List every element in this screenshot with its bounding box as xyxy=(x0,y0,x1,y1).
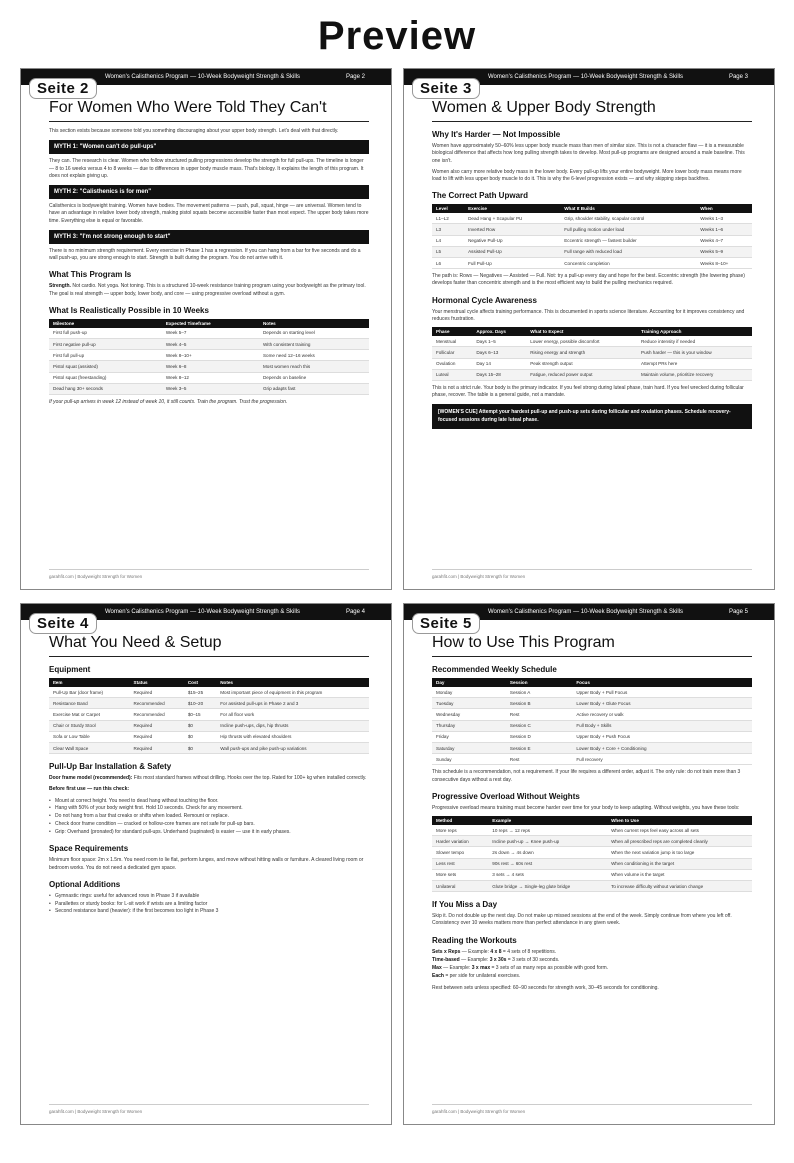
section-text: Progressive overload means training must become harder over time for your body to keep adapting. Without weights, you have these tools: xyxy=(432,804,740,811)
table-row: Sunday Rest Full recovery xyxy=(432,754,752,765)
overload-table: Method Example When to Use More reps 10 reps → 12 reps When current reps feel easy across all sets Harder variation Incline push-up → Knee push-up When all prescribed reps are completed cleanly Slower tempo 2s down → 4s down When the next variation jump is too large Less rest 90s rest → 60s rest When conditioning is the target More sets 3 sets → 4 sets When volume is the target Unilateral Glute bridge → Single-leg glute bridge To increase difficulty without variation change xyxy=(432,816,752,892)
section-heading: Recommended Weekly Schedule xyxy=(432,665,557,674)
table-row: Unilateral Glute bridge → Single-leg glute bridge To increase difficulty without variation change xyxy=(432,881,752,892)
table-row: Friday Session D Upper Body + Push Focus xyxy=(432,731,752,742)
list-item: • Hang with 50% of your body weight first. Hold 10 seconds. Check for any movement. xyxy=(49,805,369,813)
table-row: Thursday Session C Full Body + Skills xyxy=(432,720,752,731)
table-row: Saturday Session E Lower Body + Core + Conditioning xyxy=(432,742,752,753)
reading-line: Each = per side for unilateral exercises. xyxy=(432,973,521,980)
checklist-label: Before first use — run this check: xyxy=(49,786,130,793)
reading-line: Max — Example: 3 x max = 3 sets of as many reps as possible with good form. xyxy=(432,965,609,972)
table-row: Tuesday Session B Lower Body + Glute Focus xyxy=(432,698,752,709)
table-row: Menstrual Days 1–5 Lower energy, possible discomfort Reduce intensity if needed xyxy=(432,336,752,347)
section-text: Women also carry more relative body mass in the lower body. Every pull-up lifts your entire bodyweight. More lower body mass means more load to lift with less upper body muscle to do it. This is why the 6-level progression exists — and why skipping steps backfires. xyxy=(432,168,742,182)
page-title: For Women Who Were Told They Can't xyxy=(49,93,369,122)
section-heading: Pull-Up Bar Installation & Safety xyxy=(49,762,172,772)
table-row: Sofa or Low Table Required $0 Hip thrusts with elevated shoulders xyxy=(49,731,369,742)
section-text: Skip it. Do not double up the next day. Do not make up missed sessions at the end of the week. Simply continue from where you left off. Consistency over 10 weeks matters more than perfect attendance in any given week. xyxy=(432,913,732,927)
safety-checklist xyxy=(49,798,369,837)
section-text: Rest between sets unless specified: 60–90 seconds for strength work, 30–45 seconds for conditioning. xyxy=(432,984,659,991)
section-heading: Space Requirements xyxy=(49,844,129,854)
womens-cue-callout: [WOMEN'S CUE] Attempt your hardest pull-up and push-up sets during follicular and ovulation phases. Schedule recovery-focused sessions during late luteal phase. xyxy=(432,404,752,429)
list-item: • Parallettes or sturdy books: for L-sit work if wrists are a limiting factor xyxy=(49,901,369,909)
section-text: Door frame model (recommended): Fits most standard frames without drilling. Hooks over the top. Rated for 100+ kg when installed correctly. xyxy=(49,775,367,782)
table-row: Slower tempo 2s down → 4s down When the next variation jump is too large xyxy=(432,847,752,858)
list-item: • Check door frame condition — cracked or hollow-core frames are not safe for pull-up bars. xyxy=(49,821,369,829)
closing-note: If your pull-up arrives in week 12 instead of week 10, it still counts. Train the program. Trust the progression. xyxy=(49,398,288,405)
list-item: • Grip: Overhand (pronated) for standard pull-ups. Underhand (supinated) is easier — use it in early phases. xyxy=(49,829,369,837)
page-footer: garahfit.com | Bodyweight Strength for Women xyxy=(432,569,752,579)
table-row: Harder variation Incline push-up → Knee push-up When all prescribed reps are completed cleanly xyxy=(432,836,752,847)
milestone-table: Milestone Expected Timeframe Notes First full push-up Week 5–7 Depends on starting level First negative pull-up Week 4–5 With consistent training First full pull-up Week 8–10+ Some need 12–16 weeks Pistol squat (assisted) Week 6–8 Most women reach this Pistol squat (freestanding) Week 8–12 Depends on baseline Dead hang 30+ seconds Week 3–5 Grip adapts fast xyxy=(49,319,369,395)
myth-text: There is no minimum strength requirement. Every exercise in Phase 1 has a regression. If you can hang from a bar for five seconds and do a wall push-up, you are strong enough to start. Strength is built during the program. You do not arrive with it. xyxy=(49,247,361,261)
document-page-3 xyxy=(403,68,775,590)
section-heading: Equipment xyxy=(49,665,91,674)
myth-banner: MYTH 1: "Women can't do pull-ups" xyxy=(49,140,369,154)
reading-line: Time-based — Example: 3 x 30s = 3 sets of 30 seconds. xyxy=(432,956,560,963)
section-heading: Optional Additions xyxy=(49,879,121,889)
table-row: Pistol squat (assisted) Week 6–8 Most women reach this xyxy=(49,361,369,372)
section-heading: If You Miss a Day xyxy=(432,900,498,910)
page-footer: garahfit.com | Bodyweight Strength for Women xyxy=(432,1104,752,1114)
page-footer: garahfit.com | Bodyweight Strength for Women xyxy=(49,569,369,579)
running-head: Women's Calisthenics Program — 10-Week Bodyweight Strength & Skills Page 2 xyxy=(21,69,391,85)
schedule-table: Day Session Focus Monday Session A Upper Body + Pull Focus Tuesday Session B Lower Body + Glute Focus Wednesday Rest Active recovery or walk Thursday Session C Full Body + Skills Friday Session D Upper Body + Push Focus Saturday Session E Lower Body + Core + Conditioning Sunday Rest Full recovery xyxy=(432,678,752,765)
section-heading: Reading the Workouts xyxy=(432,935,517,945)
table-row: L4 Negative Pull-Up Eccentric strength — fastest builder Weeks 4–7 xyxy=(432,235,752,246)
reading-line: Sets x Reps — Example: 4 x 8 = 4 sets of 8 repetitions. xyxy=(432,948,557,955)
section-text: Minimum floor space: 2m x 1.5m. You need room to lie flat, perform lunges, and move without hitting walls or furniture. A cleared living room or bedroom works. You do not need a dedicated gym space. xyxy=(49,857,364,871)
page-footer: garahfit.com | Bodyweight Strength for Women xyxy=(49,1104,369,1114)
table-row: First full push-up Week 5–7 Depends on starting level xyxy=(49,328,369,339)
document-page-5 xyxy=(403,603,775,1125)
document-page-4 xyxy=(20,603,392,1125)
table-row: L3 Inverted Row Full pulling motion under load Weeks 1–6 xyxy=(432,224,752,235)
running-head: Women's Calisthenics Program — 10-Week Bodyweight Strength & Skills Page 4 xyxy=(21,604,391,620)
section-heading: What This Program Is xyxy=(49,270,132,280)
table-row: Less rest 90s rest → 60s rest When conditioning is the target xyxy=(432,858,752,869)
page-label: Seite 2 xyxy=(29,78,97,99)
preview-title: Preview xyxy=(317,14,477,58)
table-row: Wednesday Rest Active recovery or walk xyxy=(432,709,752,720)
table-row: L1–L2 Dead Hang + Scapular PU Grip, shoulder stability, scapular control Weeks 1–3 xyxy=(432,213,752,224)
section-text: Strength. Not cardio. Not yoga. Not toning. This is a structured 10-week resistance training program using your bodyweight as the primary tool. The goal is real strength — upper body, lower body, and core — using progressive overload without a gym. xyxy=(49,283,366,297)
table-row: Luteal Days 15–28 Fatigue, reduced power output Maintain volume, prioritize recovery xyxy=(432,369,752,380)
table-row: More sets 3 sets → 4 sets When volume is the target xyxy=(432,869,752,880)
table-row: Ovulation Day 14 Peak strength output Attempt PRs here xyxy=(432,358,752,369)
page-title: How to Use This Program xyxy=(432,628,752,657)
running-head: Women's Calisthenics Program — 10-Week Bodyweight Strength & Skills Page 3 xyxy=(404,69,774,85)
table-row: Resistance Band Recommended $10–20 For assisted pull-ups in Phase 2 and 3 xyxy=(49,698,369,709)
section-heading: What Is Realistically Possible in 10 Weeks xyxy=(49,305,209,315)
page-label: Seite 5 xyxy=(412,613,480,634)
myth-text: They can. The research is clear. Women who follow structured pulling progressions develop the strength for full pull-ups. The timeline is longer — 8 to 16 weeks versus 4 to 8 weeks — due to differences in upper body muscle mass. That's biology. It explains the length of this program. It does not explain giving up. xyxy=(49,158,364,179)
table-row: More reps 10 reps → 12 reps When current reps feel easy across all sets xyxy=(432,825,752,836)
section-heading: Progressive Overload Without Weights xyxy=(432,791,580,801)
table-row: Pistol squat (freestanding) Week 8–12 Depends on baseline xyxy=(49,372,369,383)
list-item: • Do not hang from a bar that creaks or shifts when loaded. Remount or replace. xyxy=(49,813,369,821)
myth-text: Calisthenics is bodyweight training. Women have bodies. The movement patterns — push, pull, squat, hinge — are universal. Women tend to have an advantage in relative lower body strength, making pistol squats become accessible faster than most expect. The upper body takes more time. Everything else is equal or favorable. xyxy=(49,203,369,224)
progression-table: Level Exercise What It Builds When L1–L2 Dead Hang + Scapular PU Grip, shoulder stability, scapular control Weeks 1–3 L3 Inverted Row Full pulling motion under load Weeks 1–6 L4 Negative Pull-Up Eccentric strength — fastest builder Weeks 4–7 L5 Assisted Pull-Up Full range with reduced load Weeks 5–9 L6 Full Pull-Up Concentric completion Weeks 8–10+ xyxy=(432,204,752,269)
page-label: Seite 4 xyxy=(29,613,97,634)
section-text: Your menstrual cycle affects training performance. This is documented in sports science literature. Accounting for it improves consistency and reduces frustration. xyxy=(432,308,745,322)
page-title: Women & Upper Body Strength xyxy=(432,93,752,122)
section-text: The path is: Rows — Negatives — Assisted — Full. Not: try a pull-up every day and hope for the best. Eccentric strength (the lowering phase) develops faster than concentric strength and is the most efficient way to build the pulling mechanics required. xyxy=(432,273,745,287)
list-item: • Second resistance band (heavier): if the first becomes too light in Phase 3 xyxy=(49,908,369,916)
optional-list xyxy=(49,893,369,916)
myth-banner: MYTH 2: "Calisthenics is for men" xyxy=(49,185,369,199)
table-row: First negative pull-up Week 4–5 With consistent training xyxy=(49,338,369,349)
table-row: L6 Full Pull-Up Concentric completion Weeks 8–10+ xyxy=(432,258,752,269)
list-item: • Gymnastic rings: useful for advanced rows in Phase 3 if available xyxy=(49,893,369,901)
table-row: Chair or Sturdy Stool Required $0 Incline push-ups, dips, hip thrusts xyxy=(49,720,369,731)
table-row: Clear Wall Space Required $0 Wall push-ups and pike push-up variations xyxy=(49,742,369,753)
table-row: First full pull-up Week 8–10+ Some need 12–16 weeks xyxy=(49,350,369,361)
table-row: Dead hang 30+ seconds Week 3–5 Grip adapts fast xyxy=(49,383,369,394)
section-text: Women have approximately 50–60% less upper body muscle mass than men of similar size. This is not a character flaw — it is a measurable biological difference that affects how long pulling strength takes to develop. Most pull-up programs are designed around a male baseline. This one isn't. xyxy=(432,143,745,164)
cycle-table: Phase Approx. Days What to Expect Training Approach Menstrual Days 1–5 Lower energy, possible discomfort Reduce intensity if needed Follicular Days 6–13 Rising energy and strength Push harder — this is your window Ovulation Day 14 Peak strength output Attempt PRs here Luteal Days 15–28 Fatigue, reduced power output Maintain volume, prioritize recovery xyxy=(432,327,752,381)
table-row: Pull-Up Bar (door frame) Required $15–25 Most important piece of equipment in this program xyxy=(49,687,369,698)
section-text: This schedule is a recommendation, not a requirement. If your life requires a different order, adjust it. The only rule: do not train more than 3 consecutive days without a rest day. xyxy=(432,769,741,783)
section-heading: The Correct Path Upward xyxy=(432,191,529,201)
equipment-table: Item Status Cost Notes Pull-Up Bar (door frame) Required $15–25 Most important piece of equipment in this program Resistance Band Recommended $10–20 For assisted pull-ups in Phase 2 and 3 Exercise Mat or Carpet Recommended $0–15 For all floor work Chair or Sturdy Stool Required $0 Incline push-ups, dips, hip thrusts Sofa or Low Table Required $0 Hip thrusts with elevated shoulders Clear Wall Space Required $0 Wall push-ups and pike push-up variations xyxy=(49,678,369,754)
table-row: Exercise Mat or Carpet Recommended $0–15 For all floor work xyxy=(49,709,369,720)
running-head: Women's Calisthenics Program — 10-Week Bodyweight Strength & Skills Page 5 xyxy=(404,604,774,620)
myth-banner: MYTH 3: "I'm not strong enough to start" xyxy=(49,230,369,244)
section-text: This is not a strict rule. Your body is the primary indicator. If you feel strong during luteal phase, train hard. If you feel wrecked during follicular phase, recover. The table is a general guide, not a mandate. xyxy=(432,384,744,399)
table-row: Monday Session A Upper Body + Pull Focus xyxy=(432,687,752,698)
section-heading: Why It's Harder — Not Impossible xyxy=(432,130,561,139)
intro-text: This section exists because someone told you something discouraging about your upper body strength. Let's deal with that directly. xyxy=(49,128,339,134)
page-title: What You Need & Setup xyxy=(49,628,369,657)
section-heading: Hormonal Cycle Awareness xyxy=(432,295,537,305)
table-row: Follicular Days 6–13 Rising energy and strength Push harder — this is your window xyxy=(432,347,752,358)
list-item: • Mount at correct height. You need to dead hang without touching the floor. xyxy=(49,798,369,806)
document-page-2 xyxy=(20,68,392,590)
table-row: L5 Assisted Pull-Up Full range with reduced load Weeks 5–9 xyxy=(432,246,752,257)
page-label: Seite 3 xyxy=(412,78,480,99)
